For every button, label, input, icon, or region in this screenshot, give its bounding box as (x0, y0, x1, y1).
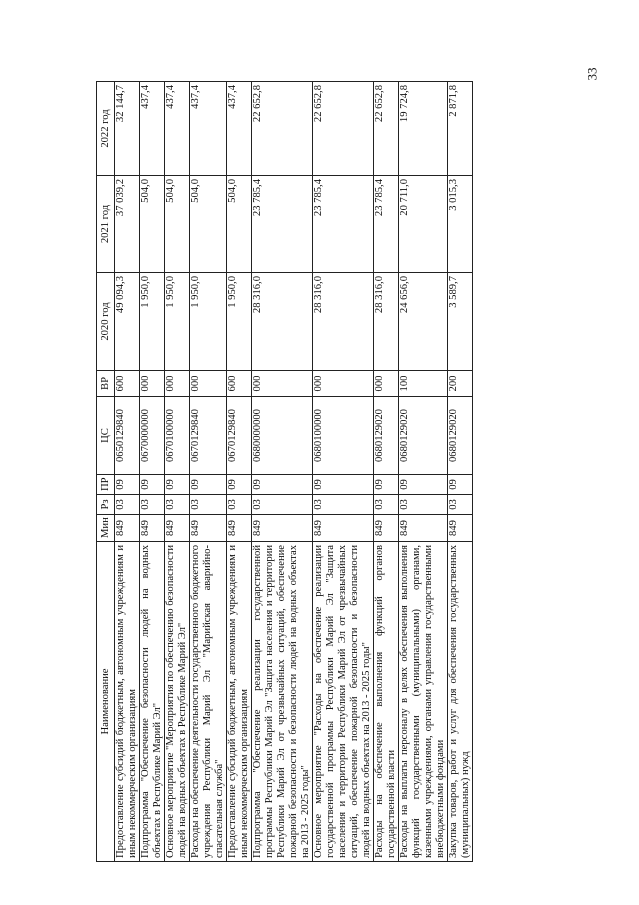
row-2020: 1 950,0 (227, 273, 252, 371)
row-2022: 32 144,7 (115, 82, 140, 176)
table-row (115, 82, 140, 862)
row-cs: 0680129020 (399, 397, 448, 475)
col-header: Наименование (97, 542, 115, 862)
row-rz: 03 (165, 495, 190, 515)
row-name: Подпрограмма "Обеспечение реализации государственной программы Республики Марий Эл "Защита населения и территории Республики Марий Эл от чрезвычайных ситуаций, обеспечение пожарной безопасности и безопасности людей на водных объектах на 2013 - 2025 годы" (252, 542, 313, 862)
header-row (97, 82, 115, 862)
row-2022: 2 871,8 (448, 82, 473, 176)
row-rz: 03 (399, 495, 448, 515)
rotated-table-wrapper (96, 82, 602, 862)
table-row (399, 82, 448, 862)
row-2020: 1 950,0 (190, 273, 227, 371)
row-pr: 09 (399, 475, 448, 495)
row-2021: 3 015,3 (448, 176, 473, 273)
row-rz: 03 (313, 495, 374, 515)
row-name: Основное мероприятие "Мероприятия по обеспечению безопасности людей на водных объектах в Республике Марий Эл" (165, 542, 190, 862)
row-2021: 504,0 (190, 176, 227, 273)
row-2022: 437,4 (140, 82, 165, 176)
row-2020: 24 656,0 (399, 273, 448, 371)
row-cs: 0670129840 (227, 397, 252, 475)
table-row (252, 82, 313, 862)
row-rz: 03 (190, 495, 227, 515)
row-2022: 22 652,8 (252, 82, 313, 176)
row-cs: 0670100000 (165, 397, 190, 475)
row-vr: 600 (115, 371, 140, 397)
row-rz: 03 (115, 495, 140, 515)
row-name: Расходы на обеспечение деятельности государственного бюджетного учреждения Республики Марий Эл "Марийская аварийно-спасательная служба" (190, 542, 227, 862)
row-2022: 437,4 (227, 82, 252, 176)
row-2020: 49 094,3 (115, 273, 140, 371)
col-header: 2021 год (97, 176, 115, 273)
col-header: Рз (97, 495, 115, 515)
row-min: 849 (374, 515, 399, 542)
row-2021: 504,0 (140, 176, 165, 273)
row-min: 849 (313, 515, 374, 542)
row-2020: 3 589,7 (448, 273, 473, 371)
row-2020: 28 316,0 (252, 273, 313, 371)
row-vr: 000 (190, 371, 227, 397)
row-2021: 504,0 (165, 176, 190, 273)
col-header: 2020 год (97, 273, 115, 371)
col-header: ВР (97, 371, 115, 397)
row-min: 849 (448, 515, 473, 542)
row-pr: 09 (165, 475, 190, 495)
col-header: ЦС (97, 397, 115, 475)
row-min: 849 (227, 515, 252, 542)
row-2022: 19 724,8 (399, 82, 448, 176)
row-name: Предоставление субсидий бюджетным, автономным учреждениям и иным некоммерческим организациям (115, 542, 140, 862)
row-2021: 23 785,4 (313, 176, 374, 273)
row-vr: 600 (227, 371, 252, 397)
row-cs: 0680100000 (313, 397, 374, 475)
row-cs: 0680129020 (374, 397, 399, 475)
row-2020: 28 316,0 (374, 273, 399, 371)
col-header: ПР (97, 475, 115, 495)
row-2020: 28 316,0 (313, 273, 374, 371)
row-rz: 03 (374, 495, 399, 515)
row-pr: 09 (227, 475, 252, 495)
row-min: 849 (252, 515, 313, 542)
row-name: Расходы на выплаты персоналу в целях обеспечения выполнения функций государственными (муниципальными) органами, казенными учреждениями, органами управления государственными внебюджетными фондами (399, 542, 448, 862)
row-2021: 23 785,4 (252, 176, 313, 273)
row-min: 849 (190, 515, 227, 542)
page-number: 33 (584, 67, 600, 81)
row-2021: 20 711,0 (399, 176, 448, 273)
row-vr: 000 (374, 371, 399, 397)
row-cs: 0680000000 (252, 397, 313, 475)
row-cs: 0650129840 (115, 397, 140, 475)
row-rz: 03 (448, 495, 473, 515)
table-row (140, 82, 165, 862)
col-header: 2022 год (97, 82, 115, 176)
col-header: Мин (97, 515, 115, 542)
row-2022: 437,4 (165, 82, 190, 176)
row-rz: 03 (227, 495, 252, 515)
row-min: 849 (399, 515, 448, 542)
table-row (190, 82, 227, 862)
row-vr: 200 (448, 371, 473, 397)
table-row (165, 82, 190, 862)
row-cs: 0670129840 (190, 397, 227, 475)
table-row (227, 82, 252, 862)
row-2022: 437,4 (190, 82, 227, 176)
row-2022: 22 652,8 (374, 82, 399, 176)
row-name: Основное мероприятие "Расходы на обеспечение реализации государственной программы Республики Марий Эл "Защита населения и территории Республики Марий Эл от чрезвычайных ситуаций, обеспечение пожарной безопасности и безопасности людей на водных объектах на 2013 - 2025 годы" (313, 542, 374, 862)
row-rz: 03 (140, 495, 165, 515)
row-cs: 0670000000 (140, 397, 165, 475)
row-name: Предоставление субсидий бюджетным, автономным учреждениям и иным некоммерческим организациям (227, 542, 252, 862)
row-pr: 09 (374, 475, 399, 495)
row-pr: 09 (140, 475, 165, 495)
row-pr: 09 (252, 475, 313, 495)
row-vr: 000 (313, 371, 374, 397)
row-2021: 37 039,2 (115, 176, 140, 273)
row-name: Подпрограмма "Обеспечение безопасности людей на водных объектах в Республике Марий Эл" (140, 542, 165, 862)
row-min: 849 (140, 515, 165, 542)
row-pr: 09 (115, 475, 140, 495)
row-vr: 000 (140, 371, 165, 397)
row-name: Расходы на обеспечение выполнения функций органов государственной власти (374, 542, 399, 862)
row-2020: 1 950,0 (140, 273, 165, 371)
row-2020: 1 950,0 (165, 273, 190, 371)
budget-table (96, 81, 473, 862)
row-min: 849 (115, 515, 140, 542)
row-pr: 09 (190, 475, 227, 495)
row-min: 849 (165, 515, 190, 542)
row-2021: 23 785,4 (374, 176, 399, 273)
row-2022: 22 652,8 (313, 82, 374, 176)
row-pr: 09 (313, 475, 374, 495)
row-cs: 0680129020 (448, 397, 473, 475)
row-pr: 09 (448, 475, 473, 495)
row-rz: 03 (252, 495, 313, 515)
row-vr: 000 (165, 371, 190, 397)
table-row (448, 82, 473, 862)
table-row (374, 82, 399, 862)
row-2021: 504,0 (227, 176, 252, 273)
row-name: Закупка товаров, работ и услуг для обеспечения государственных (муниципальных) нужд (448, 542, 473, 862)
row-vr: 000 (252, 371, 313, 397)
row-vr: 100 (399, 371, 448, 397)
table-row (313, 82, 374, 862)
